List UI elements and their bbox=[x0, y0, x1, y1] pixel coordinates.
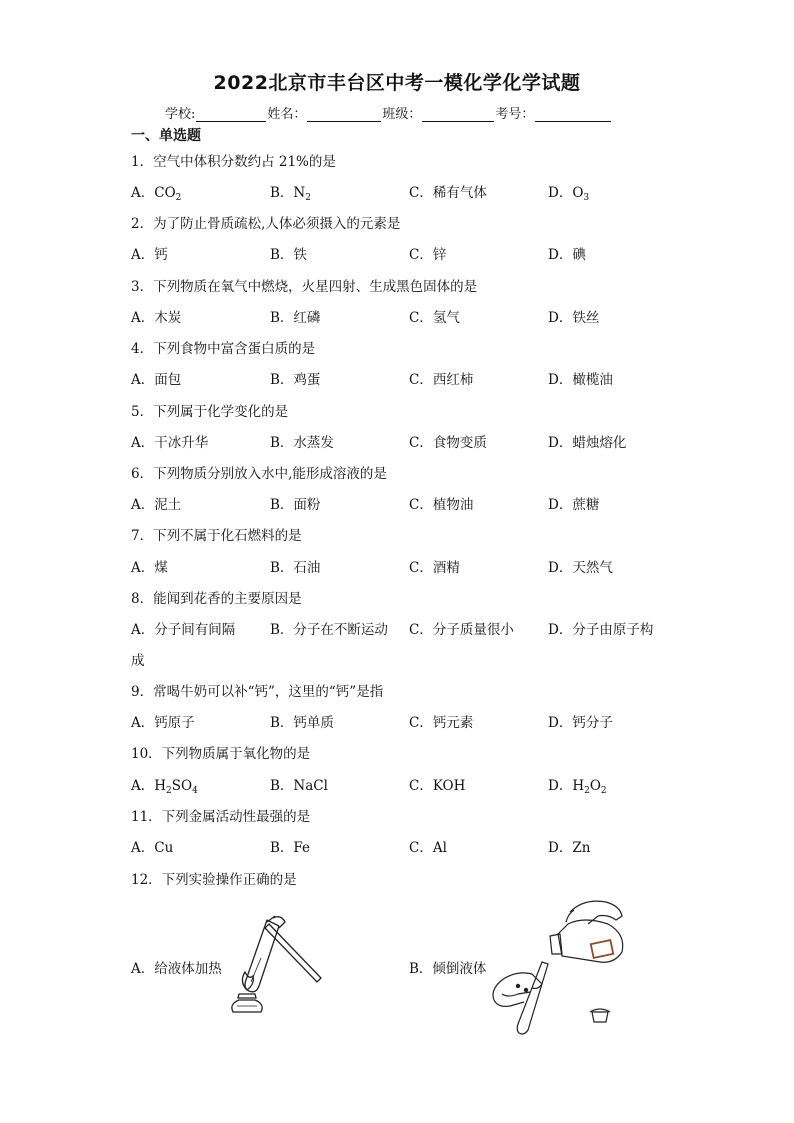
question-text: 4．下列食物中富含蛋白质的是 bbox=[131, 341, 316, 357]
option-c: C．分子质量很小 bbox=[409, 622, 514, 638]
options-row bbox=[131, 493, 691, 513]
page-title: 2022北京市丰台区中考一模化学化学试题 bbox=[213, 72, 581, 94]
number-blank bbox=[535, 107, 611, 122]
option-c: C．西红柿 bbox=[409, 372, 474, 388]
question-text: 11．下列金属活动性最强的是 bbox=[131, 809, 311, 825]
options-row bbox=[131, 556, 691, 576]
option-d: D．蜡烛熔化 bbox=[548, 435, 627, 451]
option-a: A．木炭 bbox=[131, 310, 182, 326]
question-text: 9．常喝牛奶可以补“钙”，这里的“钙”是指 bbox=[131, 684, 384, 700]
question-text: 5．下列属于化学变化的是 bbox=[131, 404, 289, 420]
class-blank bbox=[422, 107, 494, 122]
class-label: 班级： bbox=[382, 107, 422, 122]
option-a: A．分子间有间隔 bbox=[131, 622, 236, 638]
section-heading: 一、单选题 bbox=[131, 128, 201, 144]
option-c: C．KOH bbox=[409, 778, 466, 794]
options-row bbox=[131, 431, 691, 451]
option-c: C．锌 bbox=[409, 247, 447, 263]
option-b: B．Fe bbox=[270, 840, 311, 856]
question-text: 1．空气中体积分数约占 21%的是 bbox=[131, 154, 336, 170]
option-c: C．Al bbox=[409, 840, 447, 856]
option-a: A．给液体加热 bbox=[131, 961, 222, 977]
heating-liquid-figure bbox=[225, 912, 330, 1014]
option-d: D．钙分子 bbox=[548, 715, 613, 731]
option-b: B．红磷 bbox=[270, 310, 321, 326]
option-d: D．分子由原子构 bbox=[548, 622, 654, 638]
option-a: A．面包 bbox=[131, 372, 182, 388]
option-d: D．橄榄油 bbox=[548, 372, 613, 388]
question-text: 12．下列实验操作正确的是 bbox=[131, 872, 297, 888]
option-a: A．钙 bbox=[131, 247, 168, 263]
option-a: A．Cu bbox=[131, 840, 174, 856]
option-b: B．$N_2$ bbox=[270, 185, 311, 203]
option-b: B．钙单质 bbox=[270, 715, 334, 731]
option-c: C．植物油 bbox=[409, 497, 474, 513]
school-blank bbox=[196, 107, 266, 122]
name-blank bbox=[307, 107, 381, 122]
option-c: C．氢气 bbox=[409, 310, 460, 326]
options-row bbox=[131, 243, 691, 263]
option-b: B．分子在不断运动 bbox=[270, 622, 388, 638]
option-d-wrap: 成 bbox=[131, 653, 145, 669]
option-b: B．水蒸发 bbox=[270, 435, 334, 451]
option-b: B．面粉 bbox=[270, 497, 321, 513]
option-c: C．稀有气体 bbox=[409, 185, 487, 201]
options-row bbox=[131, 181, 691, 201]
option-d: D．天然气 bbox=[548, 560, 613, 576]
question-text: 3．下列物质在氧气中燃烧，火星四射、生成黑色固体的是 bbox=[131, 279, 478, 295]
option-d: D．Zn bbox=[548, 840, 591, 856]
options-row bbox=[131, 306, 691, 326]
option-d: D．$O_3$ bbox=[548, 185, 590, 203]
option-a: A．钙原子 bbox=[131, 715, 195, 731]
option-a: A．泥土 bbox=[131, 497, 182, 513]
options-row bbox=[131, 836, 691, 856]
options-row bbox=[131, 618, 691, 638]
option-a: A．$CO_2$ bbox=[131, 185, 182, 203]
option-a: A．$H_2SO_4$ bbox=[131, 778, 198, 796]
question-text: 2．为了防止骨质疏松,人体必须摄入的元素是 bbox=[131, 216, 401, 232]
options-row bbox=[131, 711, 691, 731]
options-row bbox=[131, 774, 691, 794]
option-b: B．石油 bbox=[270, 560, 321, 576]
number-label: 考号： bbox=[495, 107, 535, 122]
option-a: A．干冰升华 bbox=[131, 435, 209, 451]
question-text: 8．能闻到花香的主要原因是 bbox=[131, 591, 302, 607]
option-b: B．倾倒液体 bbox=[409, 961, 487, 977]
option-a: A．煤 bbox=[131, 560, 168, 576]
pouring-liquid-figure bbox=[488, 894, 630, 1036]
option-d: D．蔗糖 bbox=[548, 497, 600, 513]
question-text: 6．下列物质分别放入水中,能形成溶液的是 bbox=[131, 466, 387, 482]
question-text: 7．下列不属于化石燃料的是 bbox=[131, 528, 302, 544]
option-c: C．钙元素 bbox=[409, 715, 474, 731]
option-d: D．碘 bbox=[548, 247, 586, 263]
option-b: B．铁 bbox=[270, 247, 307, 263]
option-d: D．$H_2O_2$ bbox=[548, 778, 607, 796]
option-d: D．铁丝 bbox=[548, 310, 600, 326]
question-text: 10．下列物质属于氧化物的是 bbox=[131, 746, 311, 762]
name-label: 姓名： bbox=[267, 107, 307, 122]
option-c: C．酒精 bbox=[409, 560, 460, 576]
option-c: C．食物变质 bbox=[409, 435, 487, 451]
option-b: B．NaCl bbox=[270, 778, 328, 794]
option-b: B．鸡蛋 bbox=[270, 372, 321, 388]
student-info-row bbox=[165, 103, 612, 122]
options-row bbox=[131, 368, 691, 388]
school-label: 学校: bbox=[165, 107, 196, 122]
